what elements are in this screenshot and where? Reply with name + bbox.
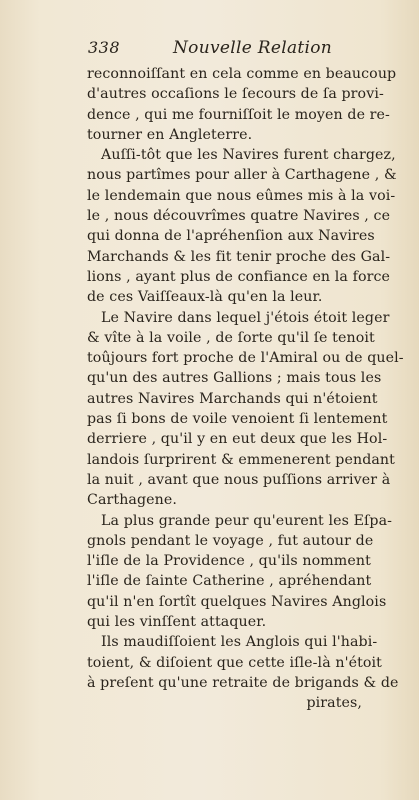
text-line: Ils maudiſſoient les Anglois qui l'habi- bbox=[101, 634, 378, 651]
body-text bbox=[87, 64, 404, 714]
text-line: Le Navire dans lequel j'étois étoit leger bbox=[101, 309, 390, 326]
text-line: lions , ayant plus de confiance en la force bbox=[87, 268, 391, 285]
text-line: La plus grande peur qu'eurent les Eſpa- bbox=[101, 512, 393, 529]
text-line: de ces Vaiſſeaux-là qu'en la leur. bbox=[87, 289, 323, 306]
text-line: à preſent qu'une retraite de brigands & de bbox=[87, 674, 399, 691]
text-line: l'iſle de la Providence , qu'ils nomment bbox=[87, 553, 371, 570]
text-line: nous partîmes pour aller à Carthagene , & bbox=[87, 167, 397, 184]
page-header bbox=[88, 38, 359, 62]
text-line: toûjours fort proche de l'Amiral ou de quel- bbox=[87, 350, 404, 367]
text-line: d'autres occaſions le ſecours de ſa provi- bbox=[87, 86, 384, 103]
page-number: 338 bbox=[88, 38, 121, 57]
text-line: qu'il n'en ſortît quelques Navires Anglois bbox=[87, 593, 387, 610]
text-line: landois ſurprirent & emmenerent pendant bbox=[87, 451, 395, 468]
text-line: Marchands & les fit tenir proche des Gal- bbox=[87, 248, 391, 265]
text-line: dence , qui me fourniſſoit le moyen de re- bbox=[87, 106, 390, 123]
running-title: Nouvelle Relation bbox=[173, 38, 333, 58]
text-line: gnols pendant le voyage , fut autour de bbox=[87, 532, 374, 549]
text-line: autres Navires Marchands qui n'étoient bbox=[87, 390, 378, 407]
text-line: & vîte à la voile , de ſorte qu'il ſe tenoit bbox=[87, 329, 375, 346]
text-line: le , nous découvrîmes quatre Navires , ce bbox=[87, 208, 391, 225]
text-line: qui donna de l'apréhenſion aux Navires bbox=[87, 228, 375, 245]
text-line: derriere , qu'il y en eut deux que les Hol- bbox=[87, 431, 388, 448]
text-line: qui les vinſſent attaquer. bbox=[87, 614, 267, 631]
text-line: l'iſle de ſainte Catherine , apréhendant bbox=[87, 573, 372, 590]
text-line: pas ſi bons de voile venoient ſi lentement bbox=[87, 411, 388, 428]
text-line: qu'un des autres Gallions ; mais tous les bbox=[87, 370, 382, 387]
text-line: reconnoiſſant en cela comme en beaucoup bbox=[87, 66, 397, 82]
text-line: la nuit , avant que nous puſſions arriver à bbox=[87, 471, 391, 488]
text-line: tourner en Angleterre. bbox=[87, 126, 253, 143]
text-line: Carthagene. bbox=[87, 492, 178, 509]
catchword: pirates, bbox=[306, 695, 362, 712]
text-line: Auſſi-tôt que les Navires furent chargez, bbox=[101, 147, 396, 164]
text-line: le lendemain que nous eûmes mis à la voi- bbox=[87, 187, 396, 204]
text-line: toient, & diſoient que cette iſle-là n'étoit bbox=[87, 654, 382, 671]
